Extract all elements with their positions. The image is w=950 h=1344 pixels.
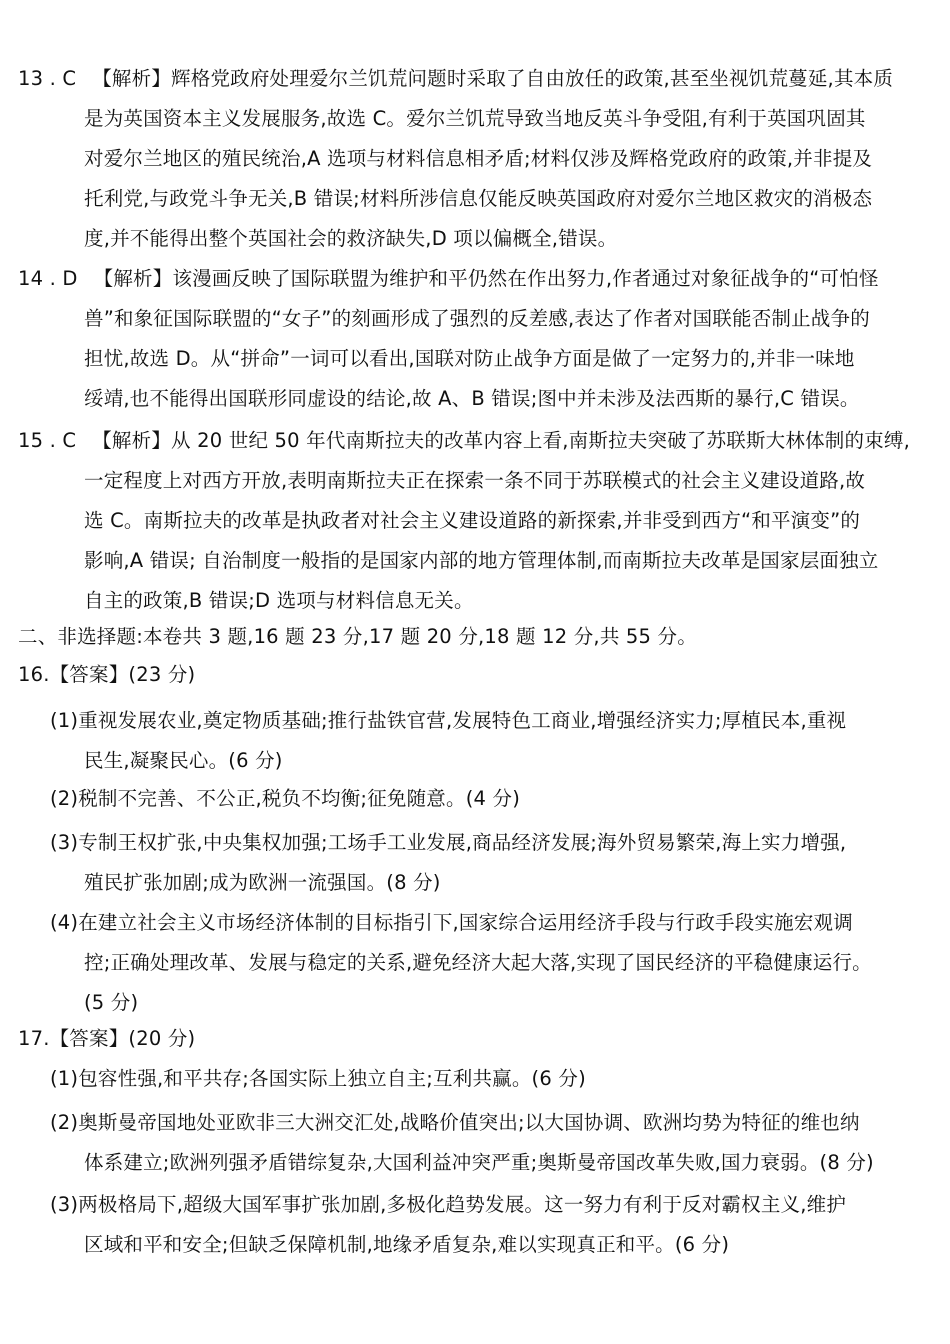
q17-item-3-line-1: (3)两极格局下,超级大国军事扩张加剧,多极化趋势发展。这一努力有利于反对霸权主义,维护 (50, 1193, 847, 1216)
q16-item-3-line-2: 殖民扩张加剧;成为欧洲一流强国。(8 分) (84, 871, 441, 894)
q14-line-4: 绥靖,也不能得出国联形同虚设的结论,故 A、B 错误;图中并未涉及法西斯的暴行,C 错误。 (84, 387, 860, 410)
q17-item-2-line-1: (2)奥斯曼帝国地处亚欧非三大洲交汇处,战略价值突出;以大国协调、欧洲均势为特征的维也纳 (50, 1111, 860, 1134)
q13-line-4: 托利党,与政党斗争无关,B 错误;材料所涉信息仅能反映英国政府对爱尔兰地区救灾的消极态 (84, 187, 873, 210)
q15-line-5: 自主的政策,B 错误;D 选项与材料信息无关。 (84, 589, 474, 612)
q17-header: 17.【答案】(20 分) (18, 1027, 196, 1050)
q16-item-2-line-1: (2)税制不完善、不公正,税负不均衡;征免随意。(4 分) (50, 787, 521, 810)
q15-line-3: 选 C。南斯拉夫的改革是执政者对社会主义建设道路的新探索,并非受到西方“和平演变”的 (84, 509, 861, 532)
q14-line-1 (18, 266, 879, 292)
q13-text-1: 辉格党政府处理爱尔兰饥荒问题时采取了自由放任的政策,甚至坐视饥荒蔓延,其本质 (171, 67, 894, 90)
q16-item-1-line-2: 民生,凝聚民心。(6 分) (84, 749, 283, 772)
q16-item-4-line-1: (4)在建立社会主义市场经济体制的目标指引下,国家综合运用经济手段与行政手段实施宏观调 (50, 911, 853, 934)
q13-number: 13 . C (18, 67, 77, 90)
q17-item-2-line-2: 体系建立;欧洲列强矛盾错综复杂,大国利益冲突严重;奥斯曼帝国改革失败,国力衰弱。(8 分) (84, 1151, 874, 1174)
q13-line-5: 度,并不能得出整个英国社会的救济缺失,D 项以偏概全,错误。 (84, 227, 618, 250)
q15-text-1: 从 20 世纪 50 年代南斯拉夫的改革内容上看,南斯拉夫突破了苏联斯大林体制的束缚, (171, 429, 910, 452)
q13-line-1 (18, 66, 893, 92)
q15-number: 15 . C (18, 429, 77, 452)
q14-number: 14 . D (18, 267, 78, 290)
q16-item-4-line-3: (5 分) (84, 991, 139, 1014)
q14-tag: 【解析】 (93, 267, 173, 290)
q14-line-3: 担忧,故选 D。从“拼命”一词可以看出,国联对防止战争方面是做了一定努力的,并非一味地 (84, 347, 855, 370)
q14-line-2: 兽”和象征国际联盟的“女子”的刻画形成了强烈的反差感,表达了作者对国联能否制止战争的 (84, 307, 870, 330)
q17-item-1-line-1: (1)包容性强,和平共存;各国实际上独立自主;互利共赢。(6 分) (50, 1067, 586, 1090)
q16-item-1-line-1: (1)重视发展农业,奠定物质基础;推行盐铁官营,发展特色工商业,增强经济实力;厚植民本,重视 (50, 709, 847, 732)
q13-line-3: 对爱尔兰地区的殖民统治,A 选项与材料信息相矛盾;材料仅涉及辉格党政府的政策,并非提及 (84, 147, 873, 170)
q14-text-1: 该漫画反映了国际联盟为维护和平仍然在作出努力,作者通过对象征战争的“可怕怪 (172, 267, 879, 290)
q16-item-4-line-2: 控;正确处理改革、发展与稳定的关系,避免经济大起大落,实现了国民经济的平稳健康运行。 (84, 951, 872, 974)
q16-item-3-line-1: (3)专制王权扩张,中央集权加强;工场手工业发展,商品经济发展;海外贸易繁荣,海上实力增强, (50, 831, 847, 854)
q15-line-4: 影响,A 错误; 自治制度一般指的是国家内部的地方管理体制,而南斯拉夫改革是国家层面独立 (84, 549, 879, 572)
q17-item-3-line-2: 区域和平和安全;但缺乏保障机制,地缘矛盾复杂,难以实现真正和平。(6 分) (84, 1233, 730, 1256)
section-2-heading: 二、非选择题:本卷共 3 题,16 题 23 分,17 题 20 分,18 题 12 分,共 55 分。 (18, 625, 697, 648)
q15-line-2: 一定程度上对西方开放,表明南斯拉夫正在探索一条不同于苏联模式的社会主义建设道路,故 (84, 469, 866, 492)
q16-header: 16.【答案】(23 分) (18, 663, 196, 686)
q15-tag: 【解析】 (92, 429, 172, 452)
q13-line-2: 是为英国资本主义发展服务,故选 C。爱尔兰饥荒导致当地反英斗争受阻,有利于英国巩固其 (84, 107, 866, 130)
q15-line-1 (18, 428, 910, 454)
q13-tag: 【解析】 (92, 67, 172, 90)
